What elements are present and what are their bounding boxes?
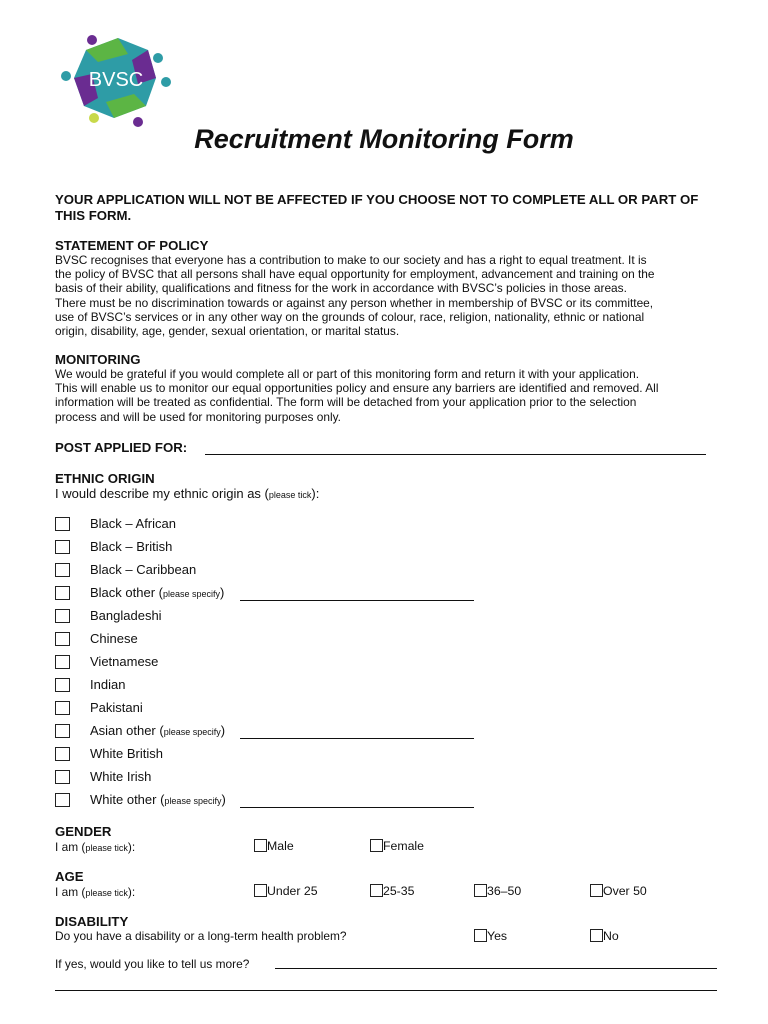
ethnic-specify-field[interactable] — [240, 600, 474, 601]
ethnic-option-label: White other (please specify) — [90, 792, 226, 807]
checkbox[interactable] — [474, 884, 487, 897]
gender-heading: GENDER — [55, 824, 112, 839]
disability-more-field[interactable] — [275, 968, 717, 969]
disability-more-field-2[interactable] — [55, 990, 717, 991]
policy-heading: STATEMENT OF POLICY — [55, 238, 209, 253]
checkbox[interactable] — [370, 839, 383, 852]
ethnic-checkbox[interactable] — [55, 770, 70, 784]
ethnic-option-label: Black – African — [90, 516, 176, 531]
ethnic-checkbox[interactable] — [55, 678, 70, 692]
monitoring-heading: MONITORING — [55, 352, 141, 367]
ethnic-checkbox[interactable] — [55, 563, 70, 577]
monitoring-text: We would be grateful if you would complete all or part of this monitoring form and return it with your application. This will enable us to monitor our equal opportunities policy and ensure any barriers are identified and removed. All information will be treated as confidential. The form will be detached from your application prior to the selection process and will be used for monitoring purposes only. — [55, 367, 659, 424]
form-title: Recruitment Monitoring Form — [194, 124, 574, 154]
ethnic-checkbox[interactable] — [55, 632, 70, 646]
ethnic-checkbox[interactable] — [55, 609, 70, 623]
disability-heading: DISABILITY — [55, 914, 129, 929]
post-applied-label: POST APPLIED FOR: — [55, 440, 188, 455]
age-under25-option[interactable]: Under 25 — [254, 884, 318, 898]
disability-yes-option[interactable]: Yes — [474, 929, 507, 943]
ethnic-option-label: White British — [90, 746, 163, 761]
ethnic-checkbox[interactable] — [55, 586, 70, 600]
ethnic-option-label: Indian — [90, 677, 126, 692]
checkbox[interactable] — [370, 884, 383, 897]
ethnic-specify-field[interactable] — [240, 807, 474, 808]
ethnic-checkbox[interactable] — [55, 540, 70, 554]
ethnic-prompt: I would describe my ethnic origin as (please tick): — [55, 486, 320, 501]
age-heading: AGE — [55, 869, 84, 884]
age-36-50-option[interactable]: 36–50 — [474, 884, 521, 898]
policy-text: BVSC recognises that everyone has a contribution to make to our society and has a right to equal treatment. It is the policy of BVSC that all persons shall have equal opportunity for employment, advancement and training on the basis of their ability, qualifications and fitness for the work in accordance with BVSC’s policies in those areas. There must be no discrimination towards or against any person whether in membership of BVSC or its committee, use of BVSC’s services or in any other way on the grounds of colour, race, religion, nationality, ethnic or national origin, disability, age, gender, sexual orientation, or marital status. — [55, 253, 655, 339]
ethnic-option-label: Bangladeshi — [90, 608, 162, 623]
gender-male-option[interactable]: Male — [254, 839, 294, 853]
bvsc-logo — [56, 28, 176, 128]
age-25-35-option[interactable]: 25-35 — [370, 884, 414, 898]
ethnic-option-label: Asian other (please specify) — [90, 723, 226, 738]
gender-prompt: I am (please tick): — [55, 840, 136, 854]
ethnic-checkbox[interactable] — [55, 747, 70, 761]
logo-text: BVSC — [88, 69, 144, 91]
ethnic-option-label: Black other (please specify) — [90, 585, 225, 600]
gender-female-option[interactable]: Female — [370, 839, 424, 853]
checkbox[interactable] — [254, 884, 267, 897]
checkbox[interactable] — [474, 929, 487, 942]
ethnic-checkbox[interactable] — [55, 793, 70, 807]
ethnic-option-label: Chinese — [90, 631, 138, 646]
ethnic-option-label: Black – Caribbean — [90, 562, 197, 577]
post-applied-field[interactable] — [205, 454, 706, 455]
checkbox[interactable] — [254, 839, 267, 852]
checkbox[interactable] — [590, 884, 603, 897]
intro-notice: YOUR APPLICATION WILL NOT BE AFFECTED IF YOU CHOOSE NOT TO COMPLETE ALL OR PART OF THIS FORM. — [55, 192, 699, 223]
ethnic-option-label: Vietnamese — [90, 654, 159, 669]
age-prompt: I am (please tick): — [55, 885, 136, 899]
ethnic-checkbox[interactable] — [55, 701, 70, 715]
disability-question: Do you have a disability or a long-term health problem? — [55, 929, 347, 943]
disability-no-option[interactable]: No — [590, 929, 619, 943]
ethnic-checkbox[interactable] — [55, 724, 70, 738]
ethnic-checkbox[interactable] — [55, 517, 70, 531]
ethnic-option-label: Pakistani — [90, 700, 143, 715]
checkbox[interactable] — [590, 929, 603, 942]
ethnic-option-label: White Irish — [90, 769, 152, 784]
ethnic-specify-field[interactable] — [240, 738, 474, 739]
ethnic-checkbox[interactable] — [55, 655, 70, 669]
ethnic-heading: ETHNIC ORIGIN — [55, 471, 155, 486]
ethnic-option-label: Black – British — [90, 539, 173, 554]
disability-more-label: If yes, would you like to tell us more? — [55, 957, 250, 971]
age-over50-option[interactable]: Over 50 — [590, 884, 647, 898]
